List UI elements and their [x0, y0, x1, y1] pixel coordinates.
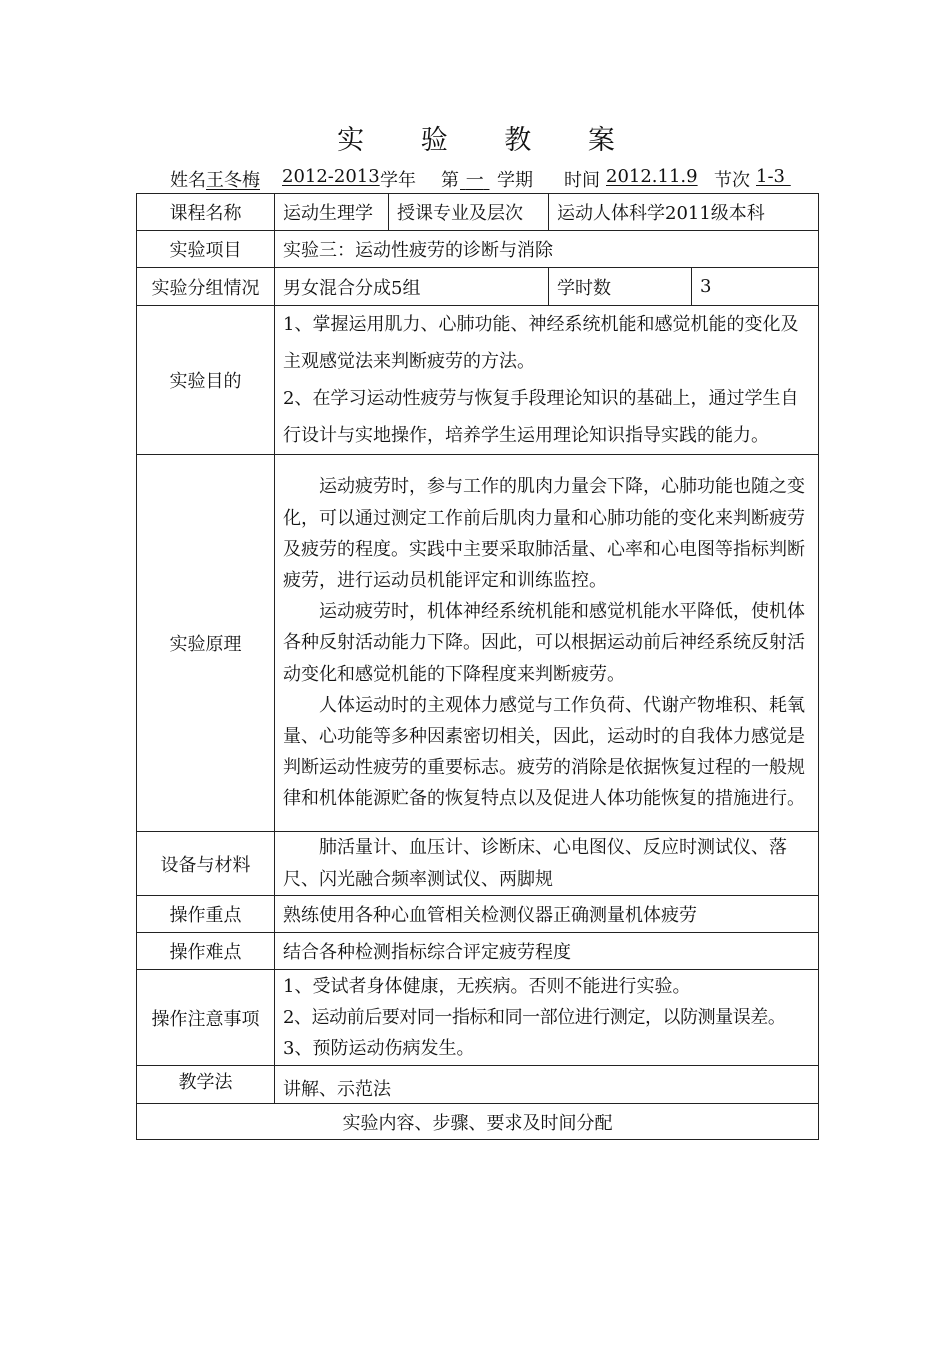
lesson-plan-table [136, 193, 819, 1140]
equipment-value: 肺活量计、血压计、诊断床、心电图仪、反应时测试仪、落尺、闪光融合频率测试仪、两脚规 [283, 837, 787, 890]
term-prefix: 第 [441, 170, 459, 191]
difficulty-value: 结合各种检测指标综合评定疲劳程度 [275, 933, 819, 970]
name-label: 姓名 [170, 170, 206, 191]
major-value: 运动人体科学2011级本科 [549, 194, 819, 231]
equipment-content [275, 832, 819, 896]
row-group [137, 268, 819, 306]
time-label: 时间 [564, 170, 600, 191]
course-label: 课程名称 [137, 194, 275, 231]
row-project [137, 231, 819, 268]
project-value: 实验三：运动性疲劳的诊断与消除 [275, 231, 819, 268]
hours-label: 学时数 [549, 268, 692, 306]
period-label: 节次 [714, 170, 750, 191]
meta-line [136, 163, 818, 193]
notes-content [275, 970, 819, 1066]
row-equipment [137, 832, 819, 896]
row-footer [137, 1104, 819, 1140]
notes-item: 2、运动前后要对同一指标和同一部位进行测定，以防测量误差。 [283, 1007, 786, 1029]
period-value: 1-3 [756, 166, 785, 187]
row-difficulty [137, 933, 819, 970]
notes-label: 操作注意事项 [137, 970, 275, 1066]
row-key-point [137, 896, 819, 933]
principle-label: 实验原理 [137, 455, 275, 832]
equipment-label: 设备与材料 [137, 832, 275, 896]
principle-content [275, 455, 819, 832]
row-purpose [137, 306, 819, 455]
method-label: 教学法 [137, 1066, 275, 1104]
purpose-label: 实验目的 [137, 306, 275, 455]
school-year-label: 学年 [380, 170, 416, 191]
term-suffix: 学期 [497, 170, 533, 191]
footer-heading: 实验内容、步骤、要求及时间分配 [137, 1104, 819, 1140]
notes-item: 3、预防运动伤病发生。 [283, 1038, 475, 1060]
course-value: 运动生理学 [275, 194, 389, 231]
term-value: 一 [465, 170, 484, 191]
purpose-content [275, 306, 819, 455]
principle-paragraph: 人体运动时的主观体力感觉与工作负荷、代谢产物堆积、耗氧量、心功能等多种因素密切相关，因此，运动时的自我体力感觉是判断运动性疲劳的重要标志。疲劳的消除是依据恢复过程的一般规律和机体能源贮备的恢复特点以及促进人体功能恢复的措施进行。 [283, 694, 805, 810]
method-value: 讲解、示范法 [275, 1066, 819, 1104]
page-title: 实 验 教 案 [337, 125, 639, 156]
group-value: 男女混合分成5组 [275, 268, 549, 306]
major-label: 授课专业及层次 [389, 194, 549, 231]
name-value: 王冬梅 [206, 170, 260, 191]
time-value: 2012.11.9 [606, 166, 698, 187]
row-method [137, 1066, 819, 1104]
school-year-value: 2012-2013 [282, 166, 380, 187]
purpose-item: 2、在学习运动性疲劳与恢复手段理论知识的基础上，通过学生自行设计与实地操作，培养学生运用理论知识指导实践的能力。 [283, 388, 799, 446]
project-label: 实验项目 [137, 231, 275, 268]
row-principle [137, 455, 819, 832]
group-label: 实验分组情况 [137, 268, 275, 306]
row-course [137, 194, 819, 231]
hours-value: 3 [692, 268, 819, 306]
principle-paragraph: 运动疲劳时，机体神经系统机能和感觉机能水平降低，使机体各种反射活动能力下降。因此，可以根据运动前后神经系统反射活动变化和感觉机能的下降程度来判断疲劳。 [283, 601, 805, 685]
purpose-item: 1、掌握运用肌力、心肺功能、神经系统机能和感觉机能的变化及主观感觉法来判断疲劳的方法。 [283, 314, 799, 372]
notes-item: 1、受试者身体健康，无疾病。否则不能进行实验。 [283, 976, 691, 998]
difficulty-label: 操作难点 [137, 933, 275, 970]
principle-paragraph: 运动疲劳时，参与工作的肌肉力量会下降，心肺功能也随之变化，可以通过测定工作前后肌肉力量和心肺功能的变化来判断疲劳及疲劳的程度。实践中主要采取肺活量、心率和心电图等指标判断疲劳，进行运动员机能评定和训练监控。 [283, 476, 805, 591]
row-notes [137, 970, 819, 1066]
key-point-label: 操作重点 [137, 896, 275, 933]
key-point-value: 熟练使用各种心血管相关检测仪器正确测量机体疲劳 [275, 896, 819, 933]
